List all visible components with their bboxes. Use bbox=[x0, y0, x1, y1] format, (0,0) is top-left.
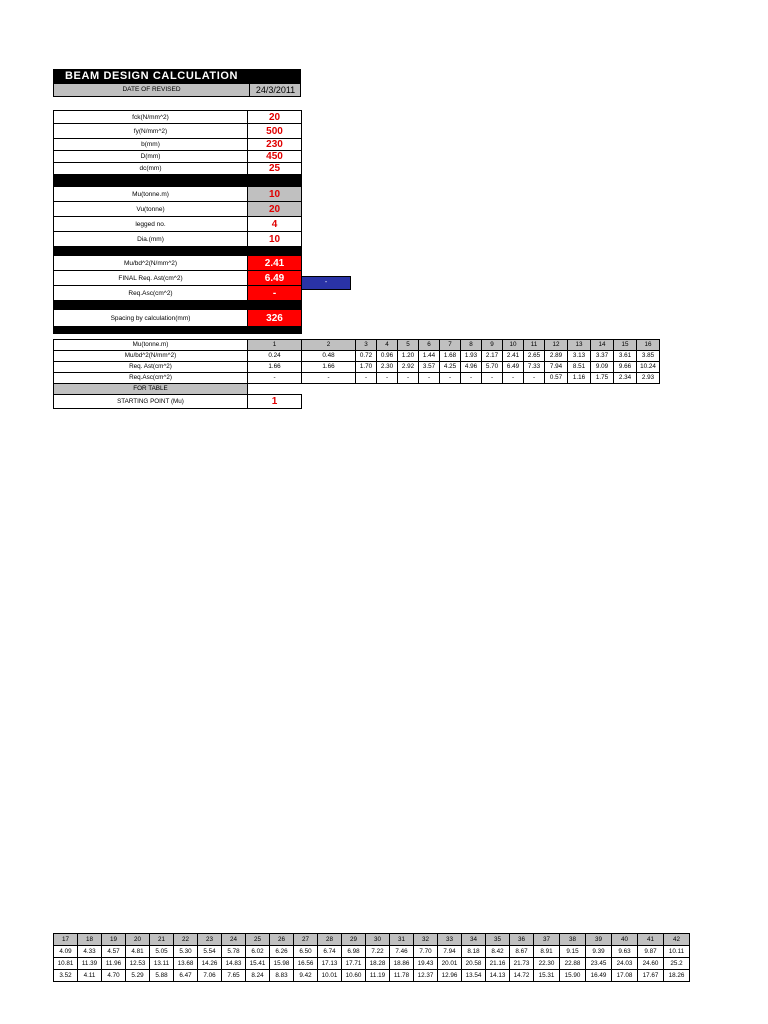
table-cell: 3 bbox=[356, 340, 377, 351]
table-cell: 38 bbox=[560, 934, 586, 946]
table-cell: 15.98 bbox=[270, 958, 294, 970]
table-cell: 27 bbox=[294, 934, 318, 946]
input-label: fck(N/mm^2) bbox=[54, 111, 248, 124]
table-cell: 24.60 bbox=[638, 958, 664, 970]
table-cell: 4.96 bbox=[461, 362, 482, 373]
result-label: Req.Asc(cm^2) bbox=[54, 286, 248, 301]
table-cell: 7.46 bbox=[390, 946, 414, 958]
table-cell: 3.52 bbox=[54, 970, 78, 982]
table-cell: 40 bbox=[612, 934, 638, 946]
starting-point-value[interactable]: 1 bbox=[248, 395, 302, 409]
row-label: Req.Asc(cm^2) bbox=[54, 373, 248, 384]
table-cell: 29 bbox=[342, 934, 366, 946]
table-cell: 5.70 bbox=[482, 362, 503, 373]
load-label: Vu(tonne) bbox=[54, 202, 248, 217]
table-cell: 15 bbox=[614, 340, 637, 351]
input-label: b(mm) bbox=[54, 139, 248, 151]
table-cell: 17 bbox=[54, 934, 78, 946]
table-cell: 8.91 bbox=[534, 946, 560, 958]
table-cell: 15.41 bbox=[246, 958, 270, 970]
table-cell: - bbox=[302, 373, 356, 384]
table-cell: 16.49 bbox=[586, 970, 612, 982]
table-cell: 10.24 bbox=[637, 362, 660, 373]
table-cell: - bbox=[248, 373, 302, 384]
table-cell: 4.57 bbox=[102, 946, 126, 958]
table-cell: 36 bbox=[510, 934, 534, 946]
starting-point-label: STARTING POINT (Mu) bbox=[54, 395, 248, 409]
table-cell: 12.53 bbox=[126, 958, 150, 970]
table-cell: 6.98 bbox=[342, 946, 366, 958]
date-row bbox=[53, 84, 301, 97]
load-value[interactable]: 10 bbox=[248, 187, 302, 202]
date-value: 24/3/2011 bbox=[255, 85, 296, 95]
table-cell: 8 bbox=[461, 340, 482, 351]
input-label: dc(mm) bbox=[54, 163, 248, 175]
table-cell: 1.70 bbox=[356, 362, 377, 373]
table-cell: 0.24 bbox=[248, 351, 302, 362]
table-cell: 0.72 bbox=[356, 351, 377, 362]
table-cell: 9.87 bbox=[638, 946, 664, 958]
table-cell: 31 bbox=[390, 934, 414, 946]
table-cell: 14.83 bbox=[222, 958, 246, 970]
table-cell: 21.73 bbox=[510, 958, 534, 970]
table-cell: 7.94 bbox=[545, 362, 568, 373]
table-cell: 5.88 bbox=[150, 970, 174, 982]
table-cell: 7.33 bbox=[524, 362, 545, 373]
table-cell: 2.89 bbox=[545, 351, 568, 362]
table-cell: 3.61 bbox=[614, 351, 637, 362]
input-label: D(mm) bbox=[54, 151, 248, 163]
table-cell: 1.75 bbox=[591, 373, 614, 384]
table-cell: 15.31 bbox=[534, 970, 560, 982]
table-cell: - bbox=[398, 373, 419, 384]
table-cell: - bbox=[377, 373, 398, 384]
table-cell: 6.47 bbox=[174, 970, 198, 982]
table-cell: 4.70 bbox=[102, 970, 126, 982]
table-cell: 12 bbox=[545, 340, 568, 351]
table-cell: 1.93 bbox=[461, 351, 482, 362]
table-cell: 18.86 bbox=[390, 958, 414, 970]
separator bbox=[54, 175, 302, 187]
table-cell: 20 bbox=[126, 934, 150, 946]
input-value[interactable]: 20 bbox=[248, 111, 302, 124]
load-value[interactable]: 20 bbox=[248, 202, 302, 217]
table-cell: 39 bbox=[586, 934, 612, 946]
table-cell: 23 bbox=[198, 934, 222, 946]
table-cell: 4.33 bbox=[78, 946, 102, 958]
table-cell: 19.43 bbox=[414, 958, 438, 970]
table-cell: 14.72 bbox=[510, 970, 534, 982]
table-cell: 4.81 bbox=[126, 946, 150, 958]
table-cell: 8.83 bbox=[270, 970, 294, 982]
table-cell: 8.42 bbox=[486, 946, 510, 958]
table-cell: 30 bbox=[366, 934, 390, 946]
table-cell: 10.01 bbox=[318, 970, 342, 982]
table-cell: 6.74 bbox=[318, 946, 342, 958]
result-label: FINAL Req. Ast(cm^2) bbox=[54, 271, 248, 286]
table-cell: 11.19 bbox=[366, 970, 390, 982]
table-cell: 11.78 bbox=[390, 970, 414, 982]
table-cell: 18.28 bbox=[366, 958, 390, 970]
table-cell: 3.37 bbox=[591, 351, 614, 362]
spacing-label: Spacing by calculation(mm) bbox=[54, 310, 248, 327]
row-label: Mu/bd^2(N/mm^2) bbox=[54, 351, 248, 362]
table-cell: 2.93 bbox=[637, 373, 660, 384]
row-label: Mu(tonne.m) bbox=[54, 340, 248, 351]
table-cell: 26 bbox=[270, 934, 294, 946]
table-cell: 33 bbox=[438, 934, 462, 946]
table-cell: 10 bbox=[503, 340, 524, 351]
row-label: Req. Ast(cm^2) bbox=[54, 362, 248, 373]
table-cell: 10.60 bbox=[342, 970, 366, 982]
moment-table-continued bbox=[53, 933, 690, 982]
table-cell: 20.58 bbox=[462, 958, 486, 970]
page-title: BEAM DESIGN CALCULATION bbox=[53, 69, 301, 84]
input-value[interactable]: 450 bbox=[248, 151, 302, 163]
table-cell: 21 bbox=[150, 934, 174, 946]
table-cell: 17.08 bbox=[612, 970, 638, 982]
table-cell: 25 bbox=[246, 934, 270, 946]
table-cell: 19 bbox=[102, 934, 126, 946]
table-cell: 22.30 bbox=[534, 958, 560, 970]
table-cell: 2.30 bbox=[377, 362, 398, 373]
table-cell: 17.67 bbox=[638, 970, 664, 982]
table-cell: 18.26 bbox=[664, 970, 690, 982]
table-cell: - bbox=[356, 373, 377, 384]
table-cell: 3.13 bbox=[568, 351, 591, 362]
table-cell: 6.02 bbox=[246, 946, 270, 958]
table-cell: 0.48 bbox=[302, 351, 356, 362]
table-cell: - bbox=[482, 373, 503, 384]
table-cell: 41 bbox=[638, 934, 664, 946]
load-label: Dia.(mm) bbox=[54, 232, 248, 247]
table-cell: 24 bbox=[222, 934, 246, 946]
table-cell: 7.22 bbox=[366, 946, 390, 958]
table-cell: 12.37 bbox=[414, 970, 438, 982]
table-cell: 5.30 bbox=[174, 946, 198, 958]
table-cell: 6.50 bbox=[294, 946, 318, 958]
table-cell: 7 bbox=[440, 340, 461, 351]
table-cell: 11 bbox=[524, 340, 545, 351]
table-cell: 6.26 bbox=[270, 946, 294, 958]
table-cell: 14.13 bbox=[486, 970, 510, 982]
table-cell: 6.49 bbox=[503, 362, 524, 373]
table-cell: 10.81 bbox=[54, 958, 78, 970]
table-cell: 16.56 bbox=[294, 958, 318, 970]
table-cell: 20.01 bbox=[438, 958, 462, 970]
table-cell: 9.15 bbox=[560, 946, 586, 958]
table-cell: 14 bbox=[591, 340, 614, 351]
for-table-label: FOR TABLE bbox=[54, 384, 248, 395]
table-cell: 4.11 bbox=[78, 970, 102, 982]
table-cell: 1.44 bbox=[419, 351, 440, 362]
table-cell: 32 bbox=[414, 934, 438, 946]
blue-indicator-box: - bbox=[301, 276, 351, 290]
load-label: Mu(tonne.m) bbox=[54, 187, 248, 202]
table-cell: 0.57 bbox=[545, 373, 568, 384]
result-value: 6.49 bbox=[248, 271, 302, 286]
result-value: 2.41 bbox=[248, 256, 302, 271]
table-cell: 42 bbox=[664, 934, 690, 946]
input-table bbox=[53, 110, 302, 334]
table-cell: 9.09 bbox=[591, 362, 614, 373]
table-cell: 3.85 bbox=[637, 351, 660, 362]
table-cell: 22 bbox=[174, 934, 198, 946]
input-value[interactable]: 500 bbox=[248, 124, 302, 139]
table-cell: 8.67 bbox=[510, 946, 534, 958]
load-label: legged no. bbox=[54, 217, 248, 232]
table-cell: 1.66 bbox=[248, 362, 302, 373]
table-cell: - bbox=[503, 373, 524, 384]
load-value[interactable]: 4 bbox=[248, 217, 302, 232]
table-cell: 14.26 bbox=[198, 958, 222, 970]
table-cell: 11.96 bbox=[102, 958, 126, 970]
table-cell: 37 bbox=[534, 934, 560, 946]
spacing-value: 326 bbox=[248, 310, 302, 327]
table-cell: 6 bbox=[419, 340, 440, 351]
separator bbox=[54, 247, 302, 256]
table-cell: 5.54 bbox=[198, 946, 222, 958]
table-cell: 5.78 bbox=[222, 946, 246, 958]
table-cell: 8.51 bbox=[568, 362, 591, 373]
input-label: fy(N/mm^2) bbox=[54, 124, 248, 139]
table-cell: 1.66 bbox=[302, 362, 356, 373]
table-cell: 8.18 bbox=[462, 946, 486, 958]
table-cell: 18 bbox=[78, 934, 102, 946]
table-cell: 13.54 bbox=[462, 970, 486, 982]
table-cell: 10.11 bbox=[664, 946, 690, 958]
table-cell: 4 bbox=[377, 340, 398, 351]
table-cell: 8.24 bbox=[246, 970, 270, 982]
table-cell: 7.06 bbox=[198, 970, 222, 982]
table-cell: 25.2 bbox=[664, 958, 690, 970]
input-value[interactable]: 230 bbox=[248, 139, 302, 151]
table-cell: 9 bbox=[482, 340, 503, 351]
table-cell: - bbox=[461, 373, 482, 384]
table-cell: 2 bbox=[302, 340, 356, 351]
table-cell: 21.16 bbox=[486, 958, 510, 970]
table-cell: 5.05 bbox=[150, 946, 174, 958]
table-cell: 34 bbox=[462, 934, 486, 946]
table-cell: 13 bbox=[568, 340, 591, 351]
load-value[interactable]: 10 bbox=[248, 232, 302, 247]
moment-table bbox=[53, 339, 660, 409]
table-cell: - bbox=[419, 373, 440, 384]
table-cell: 17.71 bbox=[342, 958, 366, 970]
table-cell: 4.25 bbox=[440, 362, 461, 373]
table-cell: 23.45 bbox=[586, 958, 612, 970]
table-cell: 0.96 bbox=[377, 351, 398, 362]
table-cell: 13.11 bbox=[150, 958, 174, 970]
table-cell: 9.42 bbox=[294, 970, 318, 982]
table-cell: 35 bbox=[486, 934, 510, 946]
result-label: Mu/bd^2(N/mm^2) bbox=[54, 256, 248, 271]
table-cell: - bbox=[524, 373, 545, 384]
table-cell: 17.13 bbox=[318, 958, 342, 970]
result-value: - bbox=[248, 286, 302, 301]
input-value[interactable]: 25 bbox=[248, 163, 302, 175]
table-cell: 15.90 bbox=[560, 970, 586, 982]
table-cell: 11.39 bbox=[78, 958, 102, 970]
table-cell: 9.66 bbox=[614, 362, 637, 373]
table-cell: 28 bbox=[318, 934, 342, 946]
table-cell: 1.68 bbox=[440, 351, 461, 362]
table-cell: 1.16 bbox=[568, 373, 591, 384]
table-cell: 4.09 bbox=[54, 946, 78, 958]
table-cell: 7.70 bbox=[414, 946, 438, 958]
table-cell: 16 bbox=[637, 340, 660, 351]
table-cell: 1 bbox=[248, 340, 302, 351]
table-cell: 2.17 bbox=[482, 351, 503, 362]
table-cell: 9.39 bbox=[586, 946, 612, 958]
table-cell: 7.65 bbox=[222, 970, 246, 982]
table-cell: - bbox=[440, 373, 461, 384]
table-cell: 7.94 bbox=[438, 946, 462, 958]
table-cell: 22.88 bbox=[560, 958, 586, 970]
table-cell: 3.57 bbox=[419, 362, 440, 373]
table-cell: 13.68 bbox=[174, 958, 198, 970]
table-cell: 2.65 bbox=[524, 351, 545, 362]
table-cell: 5 bbox=[398, 340, 419, 351]
table-cell: 1.20 bbox=[398, 351, 419, 362]
table-cell: 2.92 bbox=[398, 362, 419, 373]
separator bbox=[54, 301, 302, 310]
table-cell: 5.29 bbox=[126, 970, 150, 982]
separator bbox=[54, 327, 302, 334]
table-cell: 24.03 bbox=[612, 958, 638, 970]
table-cell: 12.96 bbox=[438, 970, 462, 982]
table-cell: 2.41 bbox=[503, 351, 524, 362]
table-cell: 2.34 bbox=[614, 373, 637, 384]
date-label: DATE OF REVISED bbox=[122, 86, 181, 93]
table-cell: 9.63 bbox=[612, 946, 638, 958]
